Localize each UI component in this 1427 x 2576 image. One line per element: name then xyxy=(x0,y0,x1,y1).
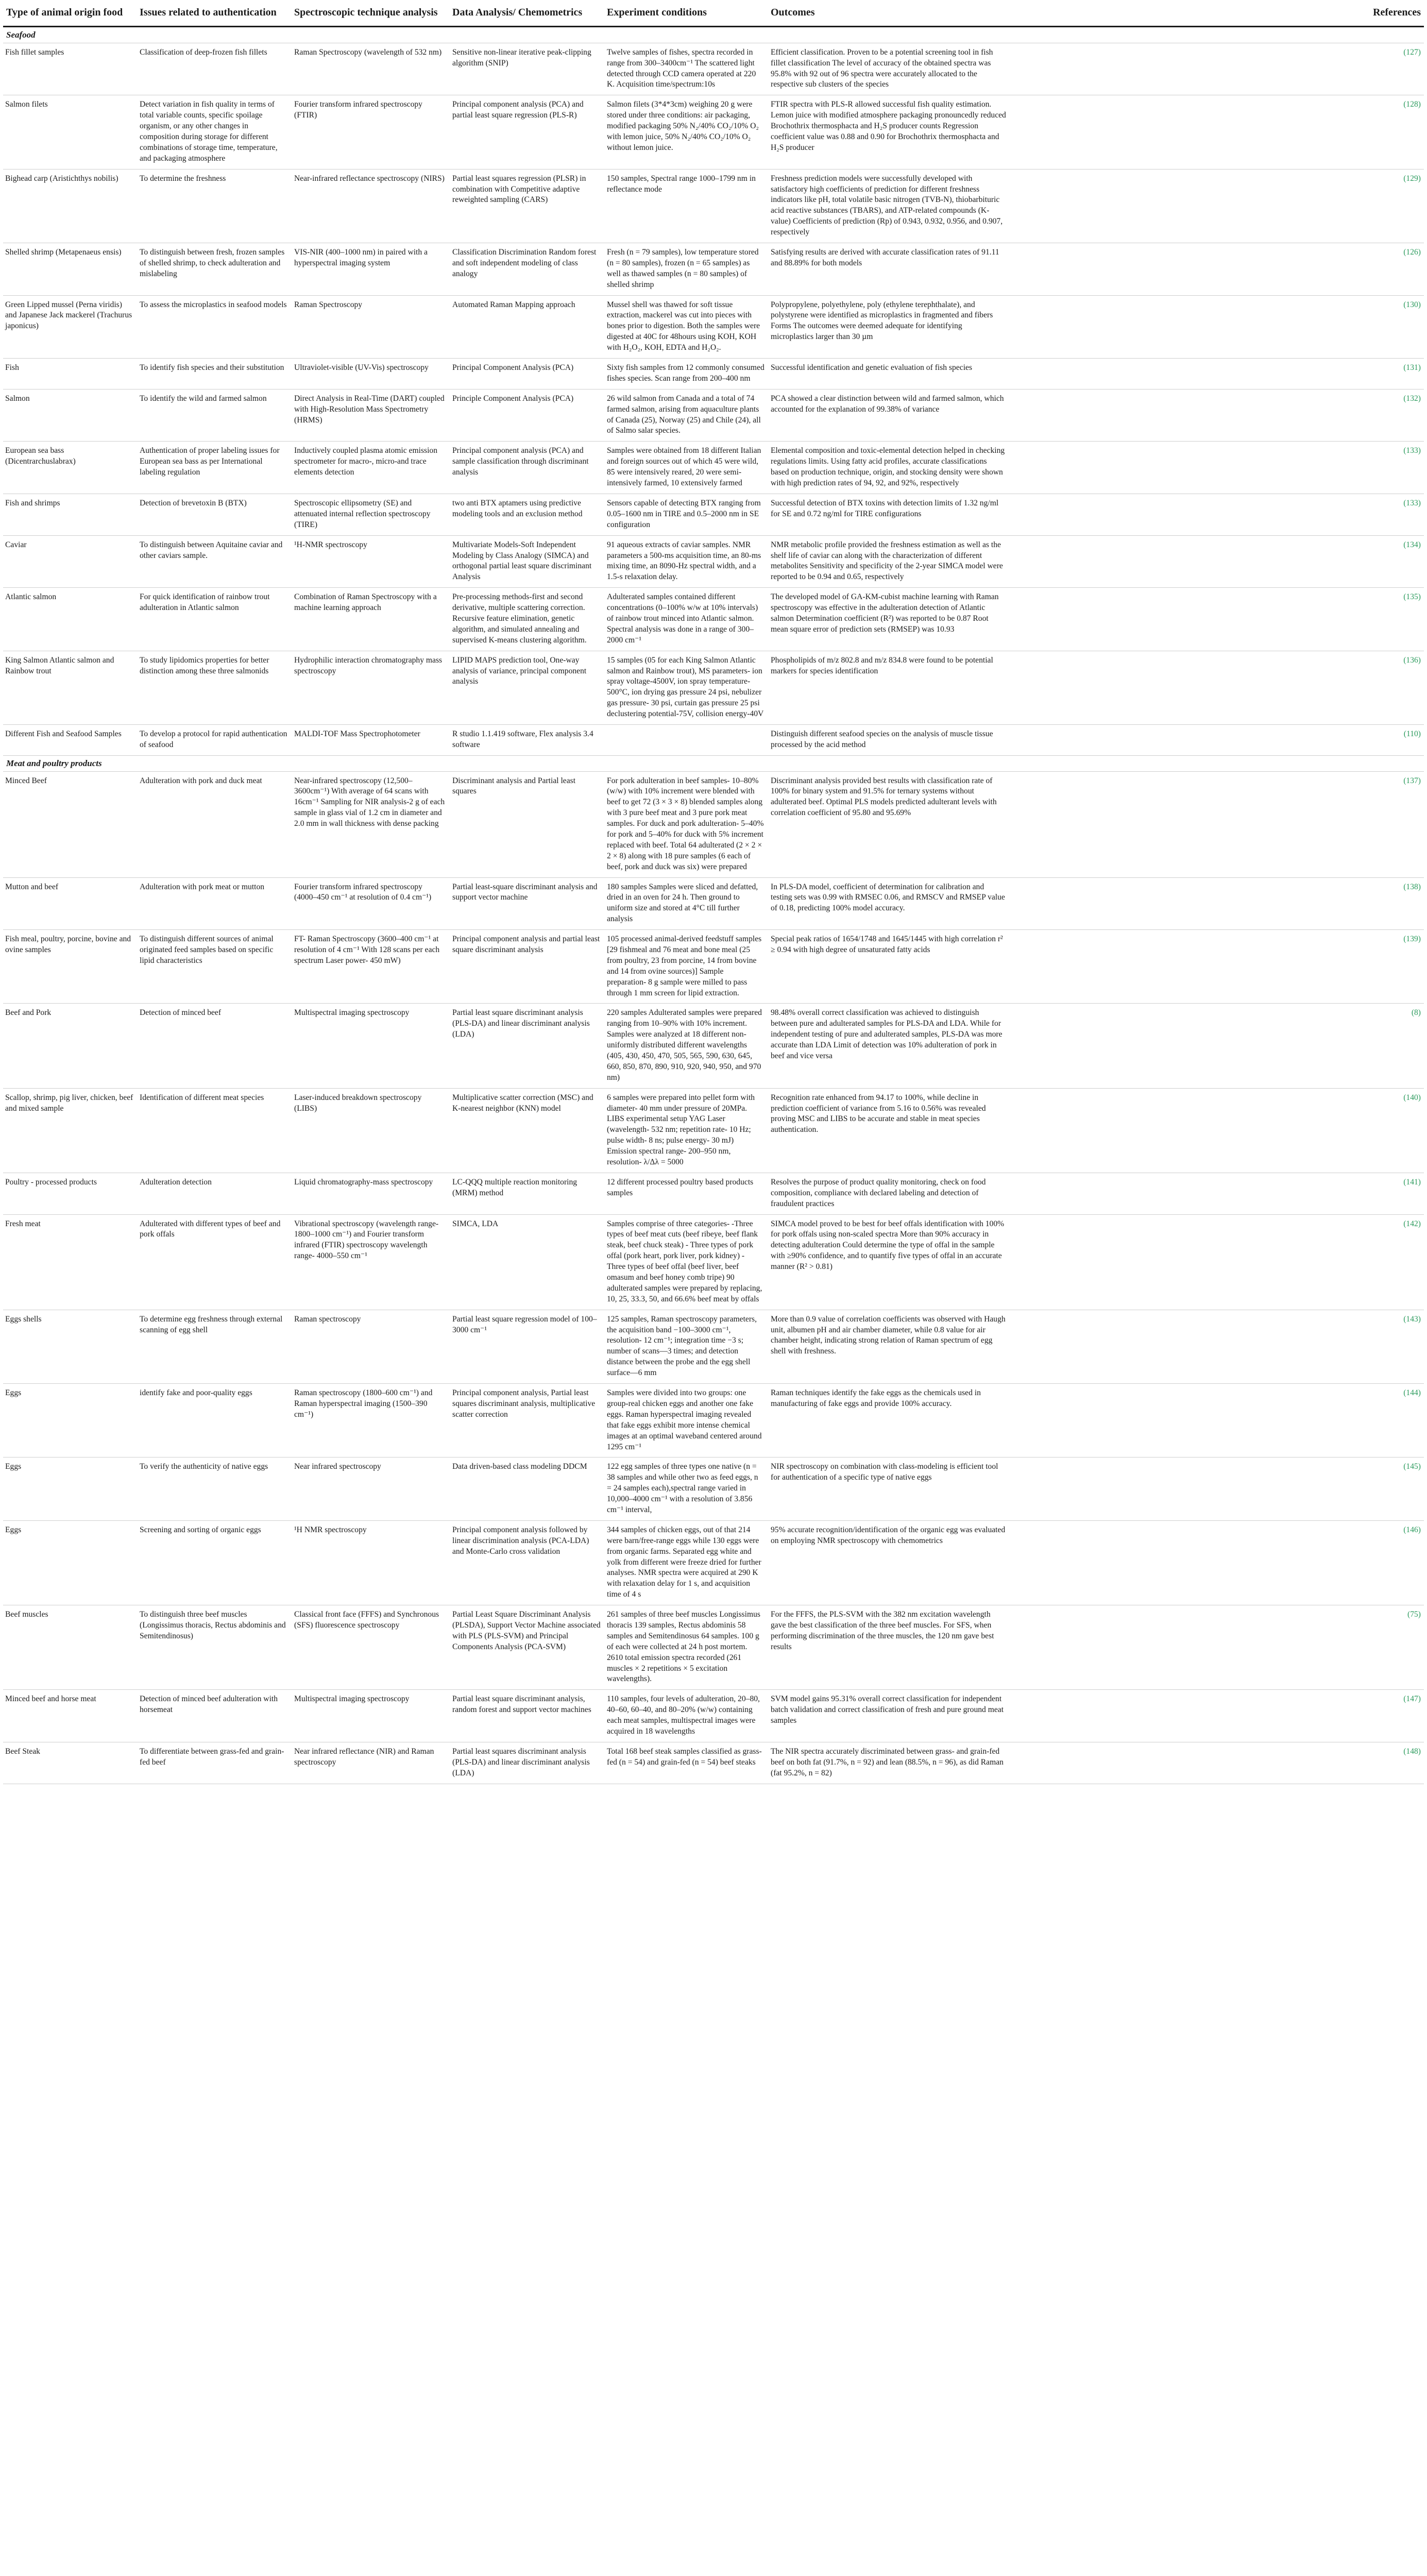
authentication-table xyxy=(3,1,1424,1784)
analysis-cell: Classification Discrimination Random forest and soft independent modeling of class analogy xyxy=(449,243,604,296)
table-row xyxy=(3,1690,1424,1742)
conditions-cell: 26 wild salmon from Canada and a total of 74 farmed salmon, arising from aquaculture plants of Canada (25), Norway (25) and Chile (24), all of Salmo salar species. xyxy=(604,389,768,442)
technique-cell: Direct Analysis in Real-Time (DART) coupled with High-Resolution Mass Spectrometry (HRMS) xyxy=(291,389,449,442)
issue-cell: Classification of deep-frozen fish fillets xyxy=(137,43,291,95)
analysis-cell: SIMCA, LDA xyxy=(449,1214,604,1310)
table-row xyxy=(3,43,1424,95)
analysis-cell: Partial Least Square Discriminant Analysis (PLSDA), Support Vector Machine associated with PLS (PLS-SVM) and Principal Components Analysis (PCA-SVM) xyxy=(449,1605,604,1690)
outcomes-cell: PCA showed a clear distinction between wild and farmed salmon, which accounted for the explanation of 99.38% of variance xyxy=(768,389,1010,442)
table-row xyxy=(3,1605,1424,1690)
technique-cell: Raman spectroscopy (1800–600 cm⁻¹) and Raman hyperspectral imaging (1500–390 cm⁻¹) xyxy=(291,1384,449,1458)
outcomes-cell: Successful identification and genetic evaluation of fish species xyxy=(768,359,1010,389)
reference-link[interactable]: (131) xyxy=(1010,359,1424,389)
conditions-cell: 91 aqueous extracts of caviar samples. NMR parameters a 500-ms acquisition time, an 80-ms mixing time, an 8090-Hz spectral width, and a 1.5-s relaxation delay. xyxy=(604,535,768,588)
issue-cell: Adulteration with pork meat or mutton xyxy=(137,877,291,930)
issue-cell: To distinguish different sources of animal originated feed samples based on specific lipid characteristics xyxy=(137,930,291,1004)
conditions-cell: Samples comprise of three categories- -Three types of beef meat cuts (beef ribeye, beef flank steak, beef chuck steak) - Three types of pork offal (pork heart, pork liver, pork kidney) - Three types of beef offal (beef liver, beef omasum and beef honey comb tripe) 90 adulterated samples were prepared by replacing, 10, 25, 33.3, 50, and 66.6% beef meat by offals xyxy=(604,1214,768,1310)
technique-cell: Near infrared spectroscopy xyxy=(291,1458,449,1520)
issue-cell: Adulteration detection xyxy=(137,1173,291,1214)
outcomes-cell: Satisfying results are derived with accurate classification rates of 91.11 and 88.89% for both models xyxy=(768,243,1010,296)
food-cell: Minced Beef xyxy=(3,771,137,877)
table-body xyxy=(3,27,1424,1784)
outcomes-cell: Special peak ratios of 1654/1748 and 1645/1445 with high correlation r² ≥ 0.94 with high degree of unsaturated fatty acids xyxy=(768,930,1010,1004)
technique-cell: FT- Raman Spectroscopy (3600–400 cm⁻¹ at resolution of 4 cm⁻¹ With 128 scans per each spectrum Laser power- 450 mW) xyxy=(291,930,449,1004)
conditions-cell: 344 samples of chicken eggs, out of that 214 were barn/free-range eggs while 130 eggs were from organic farms. Separated egg white and yolk from different were freeze dried for further analyses. NMR spectra were acquired at 290 K with relaxation delay for 1 s, and acquisition time of 4 s xyxy=(604,1520,768,1605)
technique-cell: Raman Spectroscopy (wavelength of 532 nm) xyxy=(291,43,449,95)
analysis-cell: Principal component analysis followed by linear discrimination analysis (PCA-LDA) and Monte-Carlo cross validation xyxy=(449,1520,604,1605)
technique-cell: VIS-NIR (400–1000 nm) in paired with a hyperspectral imaging system xyxy=(291,243,449,296)
issue-cell: To differentiate between grass-fed and grain-fed beef xyxy=(137,1742,291,1784)
table-row xyxy=(3,588,1424,651)
table-row xyxy=(3,1384,1424,1458)
issue-cell: To identify fish species and their substitution xyxy=(137,359,291,389)
conditions-cell: Mussel shell was thawed for soft tissue extraction, mackerel was cut into pieces with bones prior to digestion. Both the samples were digested at 40C for 48hours using KOH, KOH with H₂O₂, KOH, EDTA and H₂O₂. xyxy=(604,295,768,358)
technique-cell: Fourier transform infrared spectroscopy (FTIR) xyxy=(291,95,449,169)
outcomes-cell: Successful detection of BTX toxins with detection limits of 1.32 ng/ml for SE and 0.72 ng/ml for TIRE configurations xyxy=(768,494,1010,535)
issue-cell: Identification of different meat species xyxy=(137,1088,291,1173)
reference-link[interactable]: (141) xyxy=(1010,1173,1424,1214)
outcomes-cell: SIMCA model proved to be best for beef offals identification with 100% for pork offals using non-scaled spectra More than 90% accuracy in detecting adulteration Could determine the type of offal in the sample with ≥90% confidence, and to quantify five types of offal in an accurate manner (R² > 0.81) xyxy=(768,1214,1010,1310)
technique-cell: Liquid chromatography-mass spectroscopy xyxy=(291,1173,449,1214)
header-references: References xyxy=(1010,1,1424,27)
conditions-cell: 12 different processed poultry based products samples xyxy=(604,1173,768,1214)
reference-link[interactable]: (140) xyxy=(1010,1088,1424,1173)
reference-link[interactable]: (130) xyxy=(1010,295,1424,358)
table-row xyxy=(3,1310,1424,1383)
issue-cell: Detect variation in fish quality in terms of total variable counts, specific spoilage organism, or any other changes in composition during storage for different combinations of storage time, temperature, and packaging atmosphere xyxy=(137,95,291,169)
conditions-cell: Total 168 beef steak samples classified as grass-fed (n = 54) and grain-fed (n = 54) beef steaks xyxy=(604,1742,768,1784)
technique-cell: MALDI-TOF Mass Spectrophotometer xyxy=(291,724,449,755)
reference-link[interactable]: (128) xyxy=(1010,95,1424,169)
outcomes-cell: Freshness prediction models were successfully developed with satisfactory high coefficients of prediction for different freshness indicators like pH, total volatile basic nitrogen (TVB-N), thiobarbituric acid reactive substances (TBARS), and ATP-related compounds (K-value) Coefficients of prediction (Rp) of 0.943, 0.932, 0.956, and 0.907, respectively xyxy=(768,169,1010,243)
technique-cell: Combination of Raman Spectroscopy with a machine learning approach xyxy=(291,588,449,651)
conditions-cell: 180 samples Samples were sliced and defatted, dried in an oven for 24 h. Then ground to uniform size and stored at 4°C till further analysis xyxy=(604,877,768,930)
food-cell: Fish xyxy=(3,359,137,389)
technique-cell: Classical front face (FFFS) and Synchronous (SFS) fluorescence spectroscopy xyxy=(291,1605,449,1690)
food-cell: Eggs xyxy=(3,1458,137,1520)
food-cell: Different Fish and Seafood Samples xyxy=(3,724,137,755)
reference-link[interactable]: (127) xyxy=(1010,43,1424,95)
table-row xyxy=(3,1742,1424,1784)
conditions-cell: Samples were obtained from 18 different Italian and foreign sources out of which 45 were wild, 85 were intensively reared, 20 were semi-intensively farmed, 10 extensively farmed xyxy=(604,442,768,494)
food-cell: Shelled shrimp (Metapenaeus ensis) xyxy=(3,243,137,296)
food-cell: Eggs xyxy=(3,1384,137,1458)
conditions-cell: 15 samples (05 for each King Salmon Atlantic salmon and Rainbow trout), MS parameters- ion spray voltage-4500V, ion spray temperature-500°C, ion drying gas pressure 24 psi, nebulizer gas pressure- 30 psi, curtain gas pressure 25 psi declustering potential-75V, collision energy-40V xyxy=(604,651,768,724)
conditions-cell: 220 samples Adulterated samples were prepared ranging from 10–90% with 10% increment. Samples were analyzed at 18 different non-uniformly distributed different wavelengths (405, 430, 450, 470, 505, 565, 590, 630, 645, 660, 850, 870, 890, 910, 920, 940, 950, and 970 nm) xyxy=(604,1004,768,1088)
food-cell: Scallop, shrimp, pig liver, chicken, beef and mixed sample xyxy=(3,1088,137,1173)
issue-cell: To determine egg freshness through external scanning of egg shell xyxy=(137,1310,291,1383)
outcomes-cell: NMR metabolic profile provided the freshness estimation as well as the shelf life of caviar can along with the characterization of different metabolites Sensitivity and specificity of the 2-year SIMCA model were reported to be 0.94 and 0.65, respectively xyxy=(768,535,1010,588)
outcomes-cell: 98.48% overall correct classification was achieved to distinguish between pure and adulterated samples for PLS-DA and LDA. While for independent testing of pure and adulterated samples, PLS-DA was more accurate than LDA Limit of detection was 10% adulteration of pork in beef and vice versa xyxy=(768,1004,1010,1088)
analysis-cell: LC-QQQ multiple reaction monitoring (MRM) method xyxy=(449,1173,604,1214)
header-issues: Issues related to authentication xyxy=(137,1,291,27)
analysis-cell: Automated Raman Mapping approach xyxy=(449,295,604,358)
technique-cell: Multispectral imaging spectroscopy xyxy=(291,1690,449,1742)
analysis-cell: Discriminant analysis and Partial least squares xyxy=(449,771,604,877)
issue-cell: To identify the wild and farmed salmon xyxy=(137,389,291,442)
table-row xyxy=(3,535,1424,588)
reference-link[interactable]: (133) xyxy=(1010,442,1424,494)
food-cell: Mutton and beef xyxy=(3,877,137,930)
reference-link[interactable]: (136) xyxy=(1010,651,1424,724)
technique-cell: Near infrared reflectance (NIR) and Raman spectroscopy xyxy=(291,1742,449,1784)
analysis-cell: Pre-processing methods-first and second derivative, multiple scattering correction. Recursive feature elimination, genetic algorithm, and simulated annealing and supervised K-means clustering algorithm. xyxy=(449,588,604,651)
technique-cell: Raman spectroscopy xyxy=(291,1310,449,1383)
reference-link[interactable]: (147) xyxy=(1010,1690,1424,1742)
conditions-cell xyxy=(604,724,768,755)
food-cell: Minced beef and horse meat xyxy=(3,1690,137,1742)
technique-cell: Hydrophilic interaction chromatography mass spectroscopy xyxy=(291,651,449,724)
analysis-cell: Principal component analysis and partial least square discriminant analysis xyxy=(449,930,604,1004)
food-cell: Caviar xyxy=(3,535,137,588)
reference-link[interactable]: (8) xyxy=(1010,1004,1424,1088)
issue-cell: For quick identification of rainbow trout adulteration in Atlantic salmon xyxy=(137,588,291,651)
analysis-cell: Partial least square discriminant analysis (PLS-DA) and linear discriminant analysis (LDA) xyxy=(449,1004,604,1088)
issue-cell: To study lipidomics properties for better distinction among these three salmonids xyxy=(137,651,291,724)
table-row xyxy=(3,1520,1424,1605)
reference-link[interactable]: (148) xyxy=(1010,1742,1424,1784)
conditions-cell: Adulterated samples contained different concentrations (0–100% w/w at 10% intervals) of rainbow trout minced into Atlantic salmon. Spectral analysis was done in a range of 300–2000 cm⁻¹ xyxy=(604,588,768,651)
food-cell: Salmon filets xyxy=(3,95,137,169)
food-cell: King Salmon Atlantic salmon and Rainbow trout xyxy=(3,651,137,724)
section-title: Seafood xyxy=(3,27,1424,43)
conditions-cell: Sixty fish samples from 12 commonly consumed fishes species. Scan range from 200–400 nm xyxy=(604,359,768,389)
technique-cell: Near-infrared spectroscopy (12,500–3600cm⁻¹) With average of 64 scans with 16cm⁻¹ Sampling for NIR analysis-2 g of each sample in glass vial of 1.2 cm in diameter and 2.0 mm in wall thickness with dense packing xyxy=(291,771,449,877)
analysis-cell: Data driven-based class modeling DDCM xyxy=(449,1458,604,1520)
table-row xyxy=(3,442,1424,494)
food-cell: Eggs shells xyxy=(3,1310,137,1383)
table-row xyxy=(3,1088,1424,1173)
reference-link[interactable]: (129) xyxy=(1010,169,1424,243)
issue-cell: Detection of minced beef adulteration with horsemeat xyxy=(137,1690,291,1742)
analysis-cell: Partial least squares discriminant analysis (PLS-DA) and linear discriminant analysis (LDA) xyxy=(449,1742,604,1784)
reference-link[interactable]: (110) xyxy=(1010,724,1424,755)
table-row xyxy=(3,877,1424,930)
issue-cell: identify fake and poor-quality eggs xyxy=(137,1384,291,1458)
issue-cell: Detection of brevetoxin B (BTX) xyxy=(137,494,291,535)
table-row xyxy=(3,1458,1424,1520)
conditions-cell: Sensors capable of detecting BTX ranging from 0.05–1600 nm in TIRE and 0.5–2000 nm in SE configuration xyxy=(604,494,768,535)
analysis-cell: Principle Component Analysis (PCA) xyxy=(449,389,604,442)
reference-link[interactable]: (137) xyxy=(1010,771,1424,877)
reference-link[interactable]: (126) xyxy=(1010,243,1424,296)
food-cell: Fish and shrimps xyxy=(3,494,137,535)
conditions-cell: For pork adulteration in beef samples- 10–80% (w/w) with 10% increment were blended with beef to get 72 (3 × 3 × 8) blended samples along with 3 pure beef meat and 3 pure pork meat samples. For duck and pork adulteration- 5–40% for pork and 5–40% for duck with 5% increment replaced with beef. Total 64 adulterated (2 × 2 × 2 × 8) along with 18 pure samples (6 each of beef, pork and duck was six) were prepared xyxy=(604,771,768,877)
food-cell: Atlantic salmon xyxy=(3,588,137,651)
header-outcomes: Outcomes xyxy=(768,1,1010,27)
issue-cell: To develop a protocol for rapid authentication of seafood xyxy=(137,724,291,755)
header-analysis: Data Analysis/ Chemometrics xyxy=(449,1,604,27)
outcomes-cell: The NIR spectra accurately discriminated between grass- and grain-fed beef on both fat (91.7%, n = 92) and lean (88.5%, n = 96), as did Raman (fat 95.2%, n = 82) xyxy=(768,1742,1010,1784)
conditions-cell: 125 samples, Raman spectroscopy parameters, the acquisition band −100–3000 cm⁻¹, resolution- 12 cm⁻¹; integration time −3 s; number of scans—3 times; and detection distance between the probe and the egg shell surface—6 mm xyxy=(604,1310,768,1383)
issue-cell: To distinguish between fresh, frozen samples of shelled shrimp, to check adulteration and mislabeling xyxy=(137,243,291,296)
issue-cell: Screening and sorting of organic eggs xyxy=(137,1520,291,1605)
analysis-cell: Sensitive non-linear iterative peak-clipping algorithm (SNIP) xyxy=(449,43,604,95)
section-title: Meat and poultry products xyxy=(3,755,1424,771)
conditions-cell: 105 processed animal-derived feedstuff samples [29 fishmeal and 76 meat and bone meal (25 from poultry, 23 from porcine, 14 from bovine and 14 from ovine sources)] Sample preparation- 8 g sample were milled to pass through 1 mm screen for lipid extraction. xyxy=(604,930,768,1004)
food-cell: Beef muscles xyxy=(3,1605,137,1690)
technique-cell: Multispectral imaging spectroscopy xyxy=(291,1004,449,1088)
issue-cell: Adulterated with different types of beef and pork offals xyxy=(137,1214,291,1310)
table-row xyxy=(3,1214,1424,1310)
outcomes-cell: 95% accurate recognition/identification of the organic egg was evaluated on employing NMR spectroscopy with chemometrics xyxy=(768,1520,1010,1605)
header-row xyxy=(3,1,1424,27)
food-cell: Poultry - processed products xyxy=(3,1173,137,1214)
analysis-cell: Principal component analysis (PCA) and partial least square regression (PLS-R) xyxy=(449,95,604,169)
outcomes-cell: The developed model of GA-KM-cubist machine learning with Raman spectroscopy was effective in the adulteration detection of Atlantic salmon Determination coefficient (R²) was reported to be 0.87 Root mean square error of prediction sets (RMSEP) was 10.93 xyxy=(768,588,1010,651)
technique-cell: Vibrational spectroscopy (wavelength range- 1800–1000 cm⁻¹) and Fourier transform infrared (FTIR) spectroscopy wavelength range- 4000–550 cm⁻¹ xyxy=(291,1214,449,1310)
reference-link[interactable]: (143) xyxy=(1010,1310,1424,1383)
outcomes-cell: Elemental composition and toxic-elemental detection helped in checking regulations limits. Using fatty acid profiles, accurate classifications based on production technique, origin, and stocking density were shown with high prediction rates of 94, 92, and 92%, respectively xyxy=(768,442,1010,494)
food-cell: Eggs xyxy=(3,1520,137,1605)
issue-cell: To determine the freshness xyxy=(137,169,291,243)
outcomes-cell: Efficient classification. Proven to be a potential screening tool in fish fillet classification The level of accuracy of the obtained spectra was 95.8% with 92 out of 96 spectra were accurately allocated to the respective sub clusters of the species xyxy=(768,43,1010,95)
outcomes-cell: In PLS-DA model, coefficient of determination for calibration and testing sets was 0.99 with RMSEC 0.06, and RMSCV and RMSEP value of 0.18, predicting 100% model accuracy. xyxy=(768,877,1010,930)
reference-link[interactable]: (135) xyxy=(1010,588,1424,651)
table-row xyxy=(3,771,1424,877)
reference-link[interactable]: (144) xyxy=(1010,1384,1424,1458)
outcomes-cell: Resolves the purpose of product quality monitoring, check on food composition, compliance with declared labeling and detection of fraudulent practices xyxy=(768,1173,1010,1214)
reference-link[interactable]: (145) xyxy=(1010,1458,1424,1520)
outcomes-cell: Recognition rate enhanced from 94.17 to 100%, while decline in prediction coefficient of variance from 5.16 to 0.56% was revealed proving MSC and LIBS to be accurate and stable in meat species authentication. xyxy=(768,1088,1010,1173)
issue-cell: Adulteration with pork and duck meat xyxy=(137,771,291,877)
table-row xyxy=(3,1173,1424,1214)
technique-cell: Fourier transform infrared spectroscopy (4000–450 cm⁻¹ at resolution of 0.4 cm⁻¹) xyxy=(291,877,449,930)
reference-link[interactable]: (133) xyxy=(1010,494,1424,535)
technique-cell: Raman Spectroscopy xyxy=(291,295,449,358)
section-header-row xyxy=(3,27,1424,43)
food-cell: Salmon xyxy=(3,389,137,442)
food-cell: Bighead carp (Aristichthys nobilis) xyxy=(3,169,137,243)
issue-cell: Detection of minced beef xyxy=(137,1004,291,1088)
section-header-row xyxy=(3,755,1424,771)
conditions-cell: 122 egg samples of three types one native (n = 38 samples and while other two as feed eggs, n = 24 samples each),spectral range varied in 10,000–4000 cm⁻¹ with a resolution of 3.856 cm⁻¹ interval, xyxy=(604,1458,768,1520)
analysis-cell: Multiplicative scatter correction (MSC) and K-nearest neighbor (KNN) model xyxy=(449,1088,604,1173)
food-cell: Fish meal, poultry, porcine, bovine and ovine samples xyxy=(3,930,137,1004)
conditions-cell: Twelve samples of fishes, spectra recorded in range from 300–3400cm⁻¹ The scattered light detected through CCD camera operated at 220 K. Acquisition time/spectrum:10s xyxy=(604,43,768,95)
reference-link[interactable]: (139) xyxy=(1010,930,1424,1004)
outcomes-cell: Distinguish different seafood species on the analysis of muscle tissue processed by the acid method xyxy=(768,724,1010,755)
technique-cell: Inductively coupled plasma atomic emission spectrometer for macro-, micro-and trace elements detection xyxy=(291,442,449,494)
technique-cell: ¹H NMR spectroscopy xyxy=(291,1520,449,1605)
table-row xyxy=(3,169,1424,243)
food-cell: Fish fillet samples xyxy=(3,43,137,95)
conditions-cell: 110 samples, four levels of adulteration, 20–80, 40–60, 60–40, and 80–20% (w/w) containing each meat samples, multispectral images were acquired in 18 wavelengths xyxy=(604,1690,768,1742)
analysis-cell: Principal component analysis (PCA) and sample classification through discriminant analysis xyxy=(449,442,604,494)
conditions-cell: Salmon filets (3*4*3cm) weighing 20 g were stored under three conditions: air packaging, modified packaging 50% N₂/40% CO₂/10% O₂ with lemon juice, 50% N₂/40% CO₂/10% O₂ without lemon juice. xyxy=(604,95,768,169)
conditions-cell: 6 samples were prepared into pellet form with diameter- 40 mm under pressure of 20MPa. LIBS experimental setup YAG Laser (wavelength- 532 nm; repetition rate- 10 Hz; pulse width- 8 ns; pulse energy- 30 mJ) Emission spectral range- 200–950 nm, resolution- λ/Δλ = 5000 xyxy=(604,1088,768,1173)
analysis-cell: two anti BTX aptamers using predictive modeling tools and an exclusion method xyxy=(449,494,604,535)
analysis-cell: LIPID MAPS prediction tool, One-way analysis of variance, principal component analysis xyxy=(449,651,604,724)
food-cell: Fresh meat xyxy=(3,1214,137,1310)
outcomes-cell: Polypropylene, polyethylene, poly (ethylene terephthalate), and polystyrene were identified as microplastics in fragmented and fibers Forms The outcomes were deemed adequate for identifying microplastics larger than 30 µm xyxy=(768,295,1010,358)
analysis-cell: R studio 1.1.419 software, Flex analysis 3.4 software xyxy=(449,724,604,755)
reference-link[interactable]: (132) xyxy=(1010,389,1424,442)
header-technique: Spectroscopic technique analysis xyxy=(291,1,449,27)
technique-cell: ¹H-NMR spectroscopy xyxy=(291,535,449,588)
analysis-cell: Partial least square regression model of 100–3000 cm⁻¹ xyxy=(449,1310,604,1383)
issue-cell: To assess the microplastics in seafood models xyxy=(137,295,291,358)
outcomes-cell: Phospholipids of m/z 802.8 and m/z 834.8 were found to be potential markers for species identification xyxy=(768,651,1010,724)
outcomes-cell: More than 0.9 value of correlation coefficients was observed with Haugh unit, albumen pH and air chamber diameter, while 0.8 value for air chamber height, indicating strong relation of Raman spectrum of egg shell with freshness. xyxy=(768,1310,1010,1383)
conditions-cell: 150 samples, Spectral range 1000–1799 nm in reflectance mode xyxy=(604,169,768,243)
food-cell: Beef and Pork xyxy=(3,1004,137,1088)
analysis-cell: Principal component analysis, Partial least squares discriminant analysis, multiplicative scatter correction xyxy=(449,1384,604,1458)
reference-link[interactable]: (138) xyxy=(1010,877,1424,930)
table-row xyxy=(3,95,1424,169)
technique-cell: Spectroscopic ellipsometry (SE) and attenuated internal reflection spectroscopy (TIRE) xyxy=(291,494,449,535)
issue-cell: Authentication of proper labeling issues for European sea bass as per International labeling regulation xyxy=(137,442,291,494)
technique-cell: Ultraviolet-visible (UV-Vis) spectroscopy xyxy=(291,359,449,389)
technique-cell: Laser-induced breakdown spectroscopy (LIBS) xyxy=(291,1088,449,1173)
analysis-cell: Principal Component Analysis (PCA) xyxy=(449,359,604,389)
reference-link[interactable]: (142) xyxy=(1010,1214,1424,1310)
technique-cell: Near-infrared reflectance spectroscopy (NIRS) xyxy=(291,169,449,243)
issue-cell: To verify the authenticity of native eggs xyxy=(137,1458,291,1520)
table-row xyxy=(3,295,1424,358)
food-cell: Green Lipped mussel (Perna viridis) and Japanese Jack mackerel (Trachurus japonicus) xyxy=(3,295,137,358)
issue-cell: To distinguish between Aquitaine caviar and other caviars sample. xyxy=(137,535,291,588)
outcomes-cell: For the FFFS, the PLS-SVM with the 382 nm excitation wavelength gave the best classification of the three beef muscles. For SFS, when performing discrimination of the three muscles, the 120 nm gave best results xyxy=(768,1605,1010,1690)
analysis-cell: Partial least square discriminant analysis, random forest and support vector machines xyxy=(449,1690,604,1742)
outcomes-cell: NIR spectroscopy on combination with class-modeling is efficient tool for authentication of a specific type of native eggs xyxy=(768,1458,1010,1520)
outcomes-cell: SVM model gains 95.31% overall correct classification for independent batch validation and correct classification of fresh and pure ground meat samples xyxy=(768,1690,1010,1742)
analysis-cell: Partial least-square discriminant analysis and support vector machine xyxy=(449,877,604,930)
table-row xyxy=(3,1004,1424,1088)
table-row xyxy=(3,389,1424,442)
header-conditions: Experiment conditions xyxy=(604,1,768,27)
table-row xyxy=(3,930,1424,1004)
analysis-cell: Multivariate Models-Soft Independent Modeling by Class Analogy (SIMCA) and orthogonal partial least square discriminant Analysis xyxy=(449,535,604,588)
food-cell: European sea bass (Dicentrarchuslabrax) xyxy=(3,442,137,494)
table-row xyxy=(3,494,1424,535)
header-food: Type of animal origin food xyxy=(3,1,137,27)
table-row xyxy=(3,359,1424,389)
outcomes-cell: Raman techniques identify the fake eggs as the chemicals used in manufacturing of fake eggs and provide 100% accuracy. xyxy=(768,1384,1010,1458)
reference-link[interactable]: (146) xyxy=(1010,1520,1424,1605)
issue-cell: To distinguish three beef muscles (Longissimus thoracis, Rectus abdominis and Semitendinosus) xyxy=(137,1605,291,1690)
outcomes-cell: FTIR spectra with PLS-R allowed successful fish quality estimation. Lemon juice with modified atmosphere packaging pronouncedly reduced Brochothrix thermosphacta and H₂S producer counts Regression coefficient value was 0.88 and 0.90 for Brochothrix thermosphacta and H₂S producer xyxy=(768,95,1010,169)
reference-link[interactable]: (134) xyxy=(1010,535,1424,588)
table-row xyxy=(3,724,1424,755)
table-row xyxy=(3,243,1424,296)
analysis-cell: Partial least squares regression (PLSR) in combination with Competitive adaptive reweighted sampling (CARS) xyxy=(449,169,604,243)
reference-link[interactable]: (75) xyxy=(1010,1605,1424,1690)
conditions-cell: Fresh (n = 79 samples), low temperature stored (n = 80 samples), frozen (n = 65 samples) as well as thawed samples (n = 80 samples) of shelled shrimp xyxy=(604,243,768,296)
outcomes-cell: Discriminant analysis provided best results with classification rate of 100% for binary system and 91.5% for ternary systems without adulterated beef. Optimal PLS models predicted adulterant levels with correlation coefficient of 95.80 and 95.69% xyxy=(768,771,1010,877)
conditions-cell: Samples were divided into two groups: one group-real chicken eggs and another one fake eggs. Raman hyperspectral imaging revealed that fake eggs exhibit more intense chemical images at an optimal waveband centered around 1295 cm⁻¹ xyxy=(604,1384,768,1458)
conditions-cell: 261 samples of three beef muscles Longissimus thoracis 139 samples, Rectus abdominis 58 samples and Semitendinosus 64 samples. 100 g of each were collected at 24 h post mortem. 2610 total emission spectra recorded (261 muscles × 2 repetitions × 5 excitation wavelengths). xyxy=(604,1605,768,1690)
table-row xyxy=(3,651,1424,724)
food-cell: Beef Steak xyxy=(3,1742,137,1784)
